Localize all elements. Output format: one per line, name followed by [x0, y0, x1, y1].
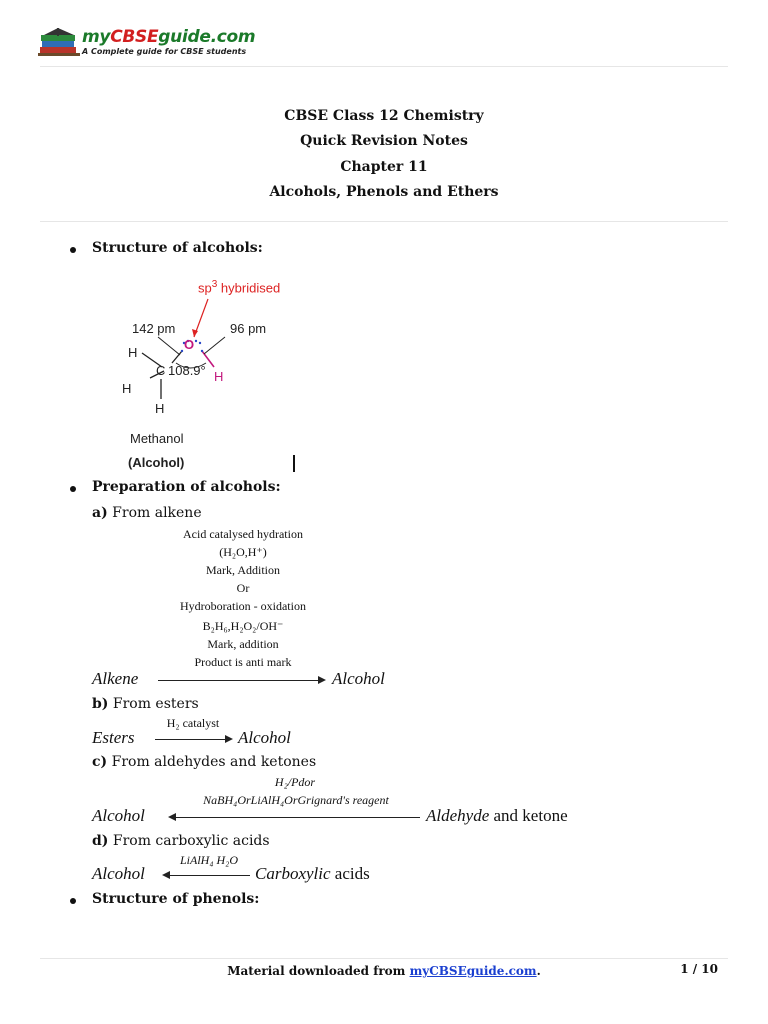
reaction-arrow [158, 680, 324, 681]
method-b: b) From esters [92, 696, 199, 712]
product: Alcohol [238, 728, 291, 747]
product: Alcohol [332, 669, 385, 688]
footer-divider [40, 958, 728, 959]
reactant: Aldehyde and ketone [426, 806, 568, 825]
carbon-atom: C [156, 363, 166, 378]
condition-line: (H₂O,H⁺) [219, 545, 267, 559]
reaction-arrow [170, 817, 420, 818]
hydroxyl-hydrogen: H [214, 369, 224, 384]
chapter-number: Chapter 11 [340, 159, 428, 175]
doc-subtitle: Quick Revision Notes [300, 133, 468, 149]
condition-line: H₂ catalyst [166, 716, 220, 730]
condition-line: Acid catalysed hydration [183, 527, 303, 541]
condition-line: Mark, Addition [206, 563, 280, 577]
text-cursor [293, 455, 295, 472]
hydrogen-atom: H [128, 345, 138, 360]
product: Alcohol [92, 806, 145, 825]
condition-line: LiAlH₄ H₂O [179, 853, 238, 867]
bullet-icon [70, 486, 76, 492]
site-logo[interactable] [38, 25, 268, 63]
molecule-class: (Alcohol) [128, 455, 185, 470]
condition-line: Or [236, 581, 250, 595]
section-heading: Preparation of alcohols: [92, 479, 281, 495]
brand-tagline: A Complete guide for CBSE students [82, 47, 247, 56]
hydrogen-atom: H [155, 401, 165, 416]
method-d: d) From carboxylic acids [92, 833, 270, 849]
method-a: a) From alkene [92, 505, 202, 521]
footer-note: Material downloaded from myCBSEguide.com. [227, 964, 541, 978]
reactant: Carboxylic acids [255, 864, 370, 883]
condition-line: B₂H₆,H₂O₂/OH⁻ [202, 619, 284, 633]
brand-name: myCBSEguide.com [82, 27, 256, 47]
condition-line: Mark, addition [207, 637, 279, 651]
hydrogen-atom: H [122, 381, 132, 396]
bond-angle: 108.9° [168, 363, 206, 378]
molecule-name: Methanol [130, 431, 184, 446]
header-divider [40, 66, 728, 67]
title-divider [40, 221, 728, 222]
section-heading: Structure of alcohols: [92, 240, 263, 256]
section-heading: Structure of phenols: [92, 891, 260, 907]
reaction-arrow [164, 875, 250, 876]
reaction-arrow [155, 739, 231, 740]
co-bond-length: 142 pm [132, 321, 176, 336]
oh-bond-length: 96 pm [230, 321, 267, 336]
product: Alcohol [92, 864, 145, 883]
condition-line: Hydroboration - oxidation [180, 599, 306, 613]
reactant: Esters [92, 728, 135, 747]
condition-line: NaBH₄OrLiAlH₄OrGrignard's reagent [203, 793, 389, 807]
books-icon [38, 27, 80, 59]
methanol-structure-figure [110, 275, 330, 475]
footer-link[interactable]: myCBSEguide.com [409, 964, 537, 978]
method-c: c) From aldehydes and ketones [92, 754, 317, 770]
chapter-title: Alcohols, Phenols and Ethers [269, 184, 499, 200]
doc-title: CBSE Class 12 Chemistry [284, 108, 484, 124]
reactant: Alkene [92, 669, 139, 688]
bullet-icon [70, 247, 76, 253]
condition-line: H₂/Pdor [274, 775, 316, 789]
hybrid-label: $sp^3$ hybridised [198, 279, 281, 296]
oxygen-atom: O [184, 337, 195, 352]
bullet-icon [70, 898, 76, 904]
condition-line: Product is anti mark [194, 655, 292, 669]
page-number: 1 / 10 [680, 962, 718, 976]
